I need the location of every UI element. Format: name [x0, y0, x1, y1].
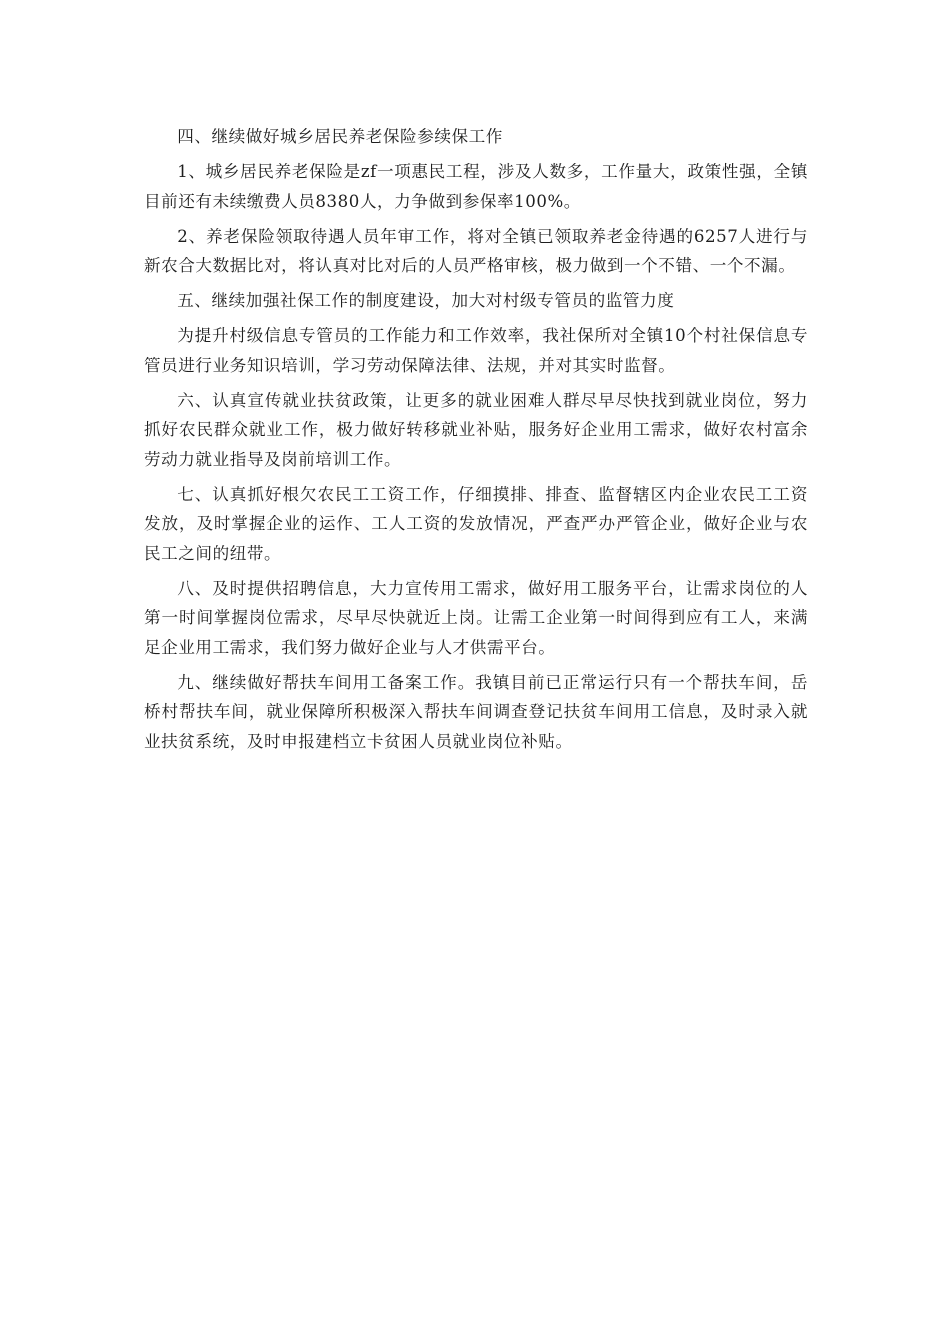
section-heading-social-security: 五、继续加强社保工作的制度建设，加大对村级专管员的监管力度: [177, 291, 675, 310]
paragraph-workshop: 九、继续做好帮扶车间用工备案工作。我镇目前已正常运行只有一个帮扶车间，岳桥村帮扶车间，就业保障所积极深入帮扶车间调查登记扶贫车间用工信息，及时录入就业扶贫系统，及时申报建档立卡贫困人员就业岗位补贴。: [144, 672, 808, 751]
paragraph-pension-1: 1、城乡居民养老保险是zf一项惠民工程，涉及人数多，工作量大，政策性强，全镇目前还有未续缴费人员8380人，力争做到参保率100%。: [144, 162, 808, 211]
paragraph-recruitment: 八、及时提供招聘信息，大力宣传用工需求，做好用工服务平台，让需求岗位的人第一时间掌握岗位需求，尽早尽快就近上岗。让需工企业第一时间得到应有工人，来满足企业用工需求，我们努力做好企业与人才供需平台。: [144, 578, 808, 657]
document-body: [144, 122, 808, 762]
section-heading-pension: 四、继续做好城乡居民养老保险参续保工作: [177, 127, 503, 146]
paragraph-wage-arrears: 七、认真抓好根欠农民工工资工作，仔细摸排、排查、监督辖区内企业农民工工资发放，及时掌握企业的运作、工人工资的发放情况，严查严办严管企业，做好企业与农民工之间的纽带。: [144, 484, 808, 563]
paragraph-pension-2: 2、养老保险领取待遇人员年审工作，将对全镇已领取养老金待遇的6257人进行与新农合大数据比对，将认真对比对后的人员严格审核，极力做到一个不错、一个不漏。: [144, 226, 808, 275]
paragraph-social-security: 为提升村级信息专管员的工作能力和工作效率，我社保所对全镇10个村社保信息专管员进行业务知识培训，学习劳动保障法律、法规，并对其实时监督。: [144, 326, 808, 375]
paragraph-employment-policy: 六、认真宣传就业扶贫政策，让更多的就业困难人群尽早尽快找到就业岗位，努力抓好农民群众就业工作，极力做好转移就业补贴，服务好企业用工需求，做好农村富余劳动力就业指导及岗前培训工作。: [144, 390, 808, 469]
